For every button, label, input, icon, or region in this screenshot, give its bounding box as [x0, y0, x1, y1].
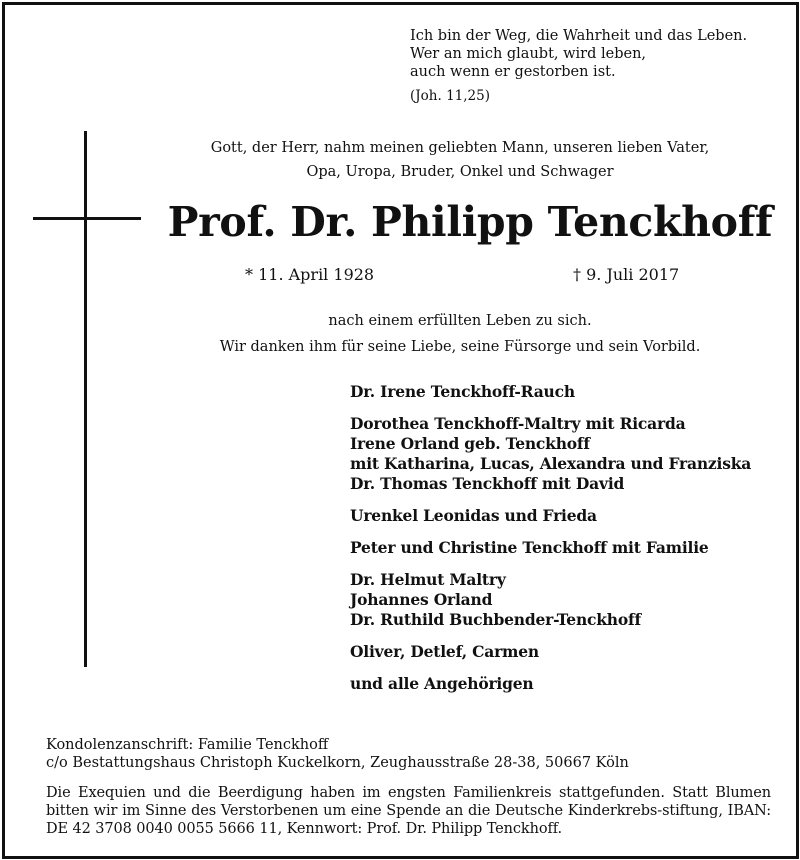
mourner-line: Peter und Christine Tenckhoff mit Familie [350, 538, 709, 557]
quote-line: Ich bin der Weg, die Wahrheit und das Leben. [410, 28, 748, 44]
deceased-name: Prof. Dr. Philipp Tenckhoff [167, 198, 773, 246]
mourner-line: Dr. Irene Tenckhoff-Rauch [350, 382, 575, 401]
thanks-text [165, 308, 755, 360]
birth-date: * 11. April 1928 [245, 265, 375, 284]
mourners-group [350, 506, 751, 526]
cross-horizontal-bar [33, 217, 141, 220]
mourners-group [350, 642, 751, 662]
mourner-line: Urenkel Leonidas und Frieda [350, 506, 597, 525]
mourner-line: mit Katharina, Lucas, Alexandra und Franziska [350, 454, 752, 473]
mourner-line: Dr. Thomas Tenckhoff mit David [350, 474, 625, 493]
mourners-group [350, 570, 751, 630]
mourners-group [350, 382, 751, 402]
intro-text [165, 136, 755, 184]
thanks-line: Wir danken ihm für seine Liebe, seine Fürsorge und sein Vorbild. [219, 339, 701, 355]
mourners-group [350, 674, 751, 694]
mourner-line: Dr. Ruthild Buchbender-Tenckhoff [350, 610, 641, 629]
intro-line: Gott, der Herr, nahm meinen geliebten Mann, unseren lieben Vater, [210, 140, 710, 156]
death-date: † 9. Juli 2017 [573, 265, 680, 284]
quote-line: auch wenn er gestorben ist. [410, 64, 616, 80]
obituary-notice [2, 2, 799, 859]
donation-note: Die Exequien und die Beerdigung haben im engsten Familienkreis stattgefunden. Statt Blumen bitten wir im Sinne des Verstorbenen um eine Spende an die Deutsche Kinderkrebs-stiftung, IBAN: DE 42 3708 0040 0055 5666 11, Kennwort: Prof. Dr. Philipp Tenckhoff. [46, 785, 771, 837]
mourner-line: Johannes Orland [350, 590, 493, 609]
bible-quote [410, 27, 747, 105]
cross-vertical-bar [84, 131, 87, 667]
quote-reference: (Joh. 11,25) [410, 88, 490, 104]
funeral-home-address-line: c/o Bestattungshaus Christoph Kuckelkorn, Zeughausstraße 28-38, 50667 Köln [46, 755, 629, 771]
footer-section [46, 736, 771, 838]
mourner-line: Irene Orland geb. Tenckhoff [350, 434, 590, 453]
quote-line: Wer an mich glaubt, wird leben, [410, 46, 647, 62]
thanks-line: nach einem erfüllten Leben zu sich. [328, 313, 592, 329]
mourners-group [350, 414, 751, 494]
mourner-line: Oliver, Detlef, Carmen [350, 642, 539, 661]
mourner-line: Dr. Helmut Maltry [350, 570, 506, 589]
condolence-address-line: Kondolenzanschrift: Familie Tenckhoff [46, 737, 329, 753]
mourner-line: Dorothea Tenckhoff-Maltry mit Ricarda [350, 414, 686, 433]
mourners-group [350, 538, 751, 558]
intro-line: Opa, Uropa, Bruder, Onkel und Schwager [306, 164, 614, 180]
mourner-line: und alle Angehörigen [350, 674, 534, 693]
mourners-list [350, 382, 751, 694]
